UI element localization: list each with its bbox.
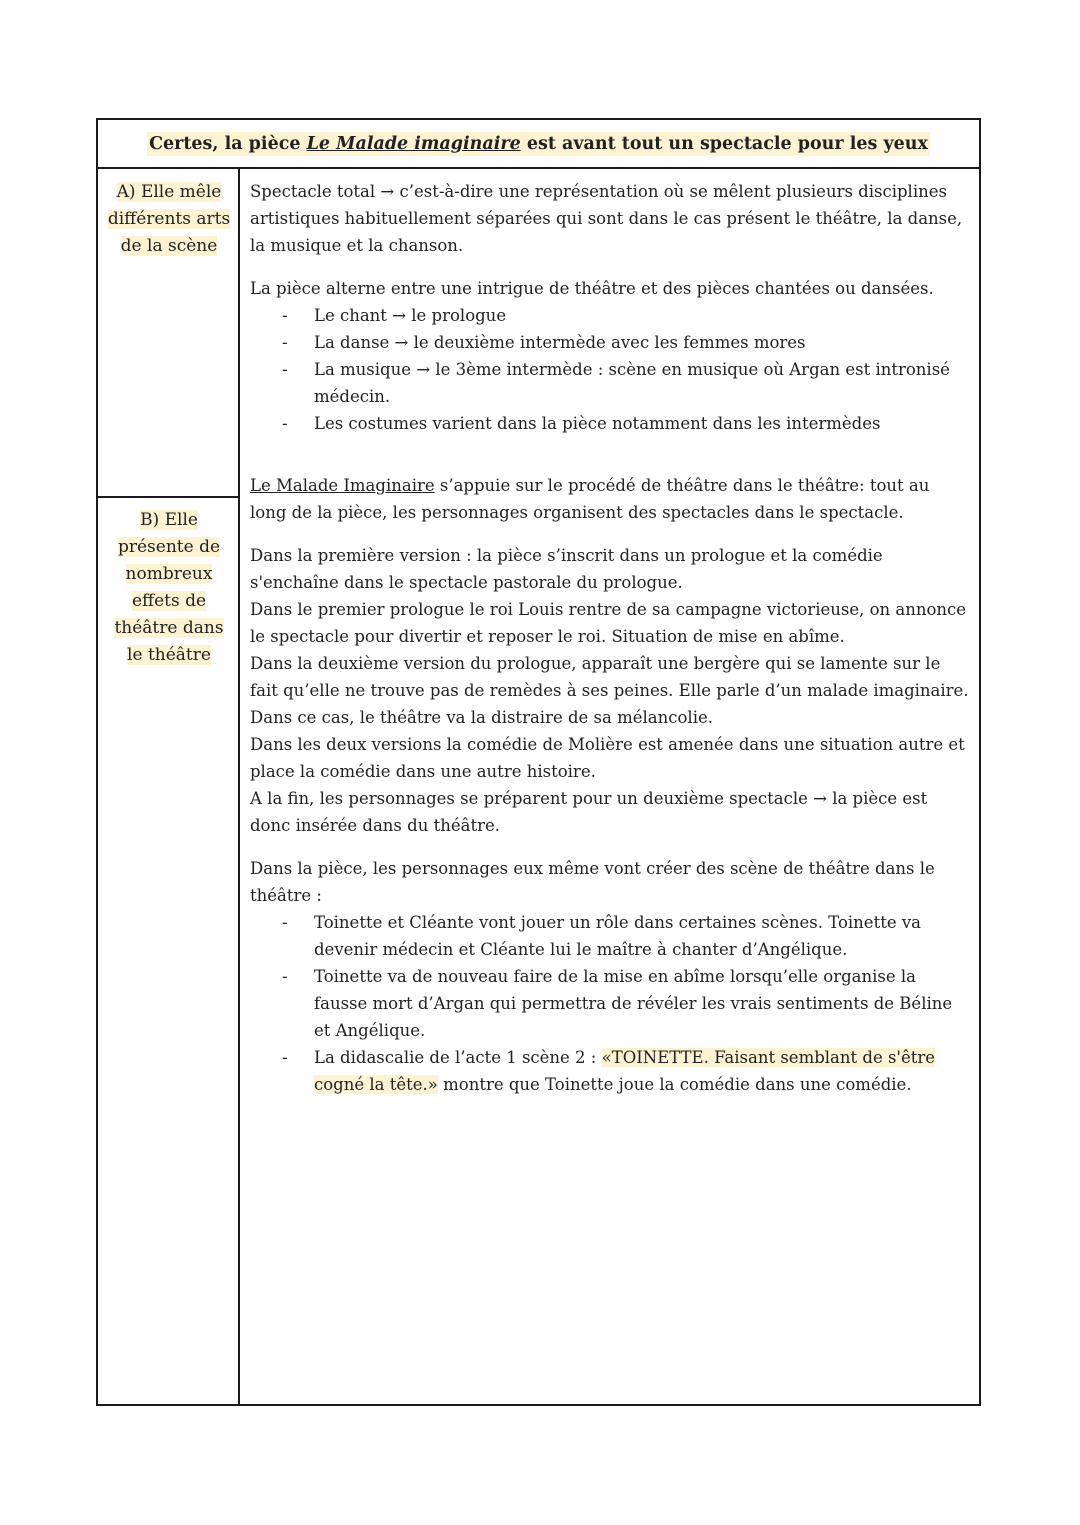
section-b-paragraph: Dans la deuxième version du prologue, apparaît une bergère qui se lamente sur le fait qu’elle ne trouve pas de remèdes à ses peines. Elle parle d’un malade imaginaire. Dans ce cas, le théâtre va la distraire de sa mélancolie.	[250, 654, 969, 727]
list-item: - Toinette va de nouveau faire de la mise en abîme lorsqu’elle organise la fausse mort d’Argan qui permettra de révéler les vrais sentiments de Béline et Angélique.	[250, 963, 969, 1044]
section-a-paragraph: La pièce alterne entre une intrigue de théâtre et des pièces chantées ou dansées.	[250, 279, 934, 298]
left-column	[98, 169, 240, 1404]
list-item: - La musique → le 3ème intermède : scène en musique où Argan est intronisé médecin.	[250, 356, 969, 410]
section-b-label-line: le théâtre	[127, 645, 211, 665]
section-b-intro	[250, 472, 969, 526]
highlighted-quote: «TOINETTE. Faisant semblant de s'être cogné la tête.»	[314, 1048, 936, 1094]
list-item: - Le chant → le prologue	[250, 302, 969, 329]
section-a-label	[102, 179, 236, 260]
title-highlight	[147, 132, 930, 156]
section-a-label-line: différents arts	[107, 209, 231, 229]
didascalie-prefix: La didascalie de l’acte 1 scène 2 :	[314, 1048, 602, 1067]
didascalie-suffix: montre que Toinette joue la comédie dans une comédie.	[437, 1075, 912, 1094]
work-title: Le Malade Imaginaire	[250, 476, 435, 495]
section-b-label	[102, 507, 236, 669]
section-a-content	[250, 178, 969, 437]
section-a-label-line: A) Elle mêle	[116, 182, 222, 202]
section-b-paragraph: Dans la pièce, les personnages eux même vont créer des scène de théâtre dans le théâtre :	[250, 859, 935, 905]
section-b-label-line: B) Elle	[140, 510, 198, 530]
section-b-paragraph: Dans la première version : la pièce s’inscrit dans un prologue et la comédie s'enchaîne dans le spectacle pastorale du prologue.	[250, 546, 883, 592]
title-suffix: est avant tout un spectacle pour les yeux	[520, 133, 928, 154]
list-item: - Les costumes varient dans la pièce notamment dans les intermèdes	[250, 410, 969, 437]
section-b-label-line: effets de	[131, 591, 207, 611]
section-b-paragraph: Dans le premier prologue le roi Louis rentre de sa campagne victorieuse, on annonce le spectacle pour divertir et reposer le roi. Situation de mise en abîme.	[250, 600, 967, 646]
section-b-label-line: nombreux	[125, 564, 213, 584]
table-title	[98, 120, 979, 169]
section-a-list	[250, 302, 969, 437]
section-b-list	[250, 909, 969, 1098]
intro-text: s’appuie sur le procédé de théâtre dans le théâtre: tout au long de la pièce, les personnages organisent des spectacles dans le spectacle.	[250, 476, 930, 522]
list-item: - Toinette et Cléante vont jouer un rôle dans certaines scènes. Toinette va devenir médecin et Cléante lui le maître à chanter d’Angélique.	[250, 909, 969, 963]
section-b-paragraph: A la fin, les personnages se préparent pour un deuxième spectacle → la pièce est donc insérée dans du théâtre.	[250, 789, 928, 835]
list-item: - La danse → le deuxième intermède avec les femmes mores	[250, 329, 969, 356]
section-a-paragraph: Spectacle total → c’est-à-dire une représentation où se mêlent plusieurs disciplines artistiques habituellement séparées qui sont dans le cas présent le théâtre, la danse, la musique et la chanson.	[250, 182, 963, 255]
title-work: Le Malade imaginaire	[306, 133, 521, 154]
section-b-label-line: théâtre dans	[114, 618, 224, 638]
section-b-content	[250, 472, 969, 1098]
document-table	[96, 118, 981, 1406]
section-b-label-line: présente de	[117, 537, 221, 557]
title-prefix: Certes, la pièce	[149, 133, 307, 154]
section-b-paragraph: Dans les deux versions la comédie de Molière est amenée dans une situation autre et place la comédie dans une autre histoire.	[250, 735, 965, 781]
section-a-label-line: de la scène	[120, 236, 218, 256]
row-divider	[98, 496, 238, 498]
list-item	[250, 1044, 969, 1098]
